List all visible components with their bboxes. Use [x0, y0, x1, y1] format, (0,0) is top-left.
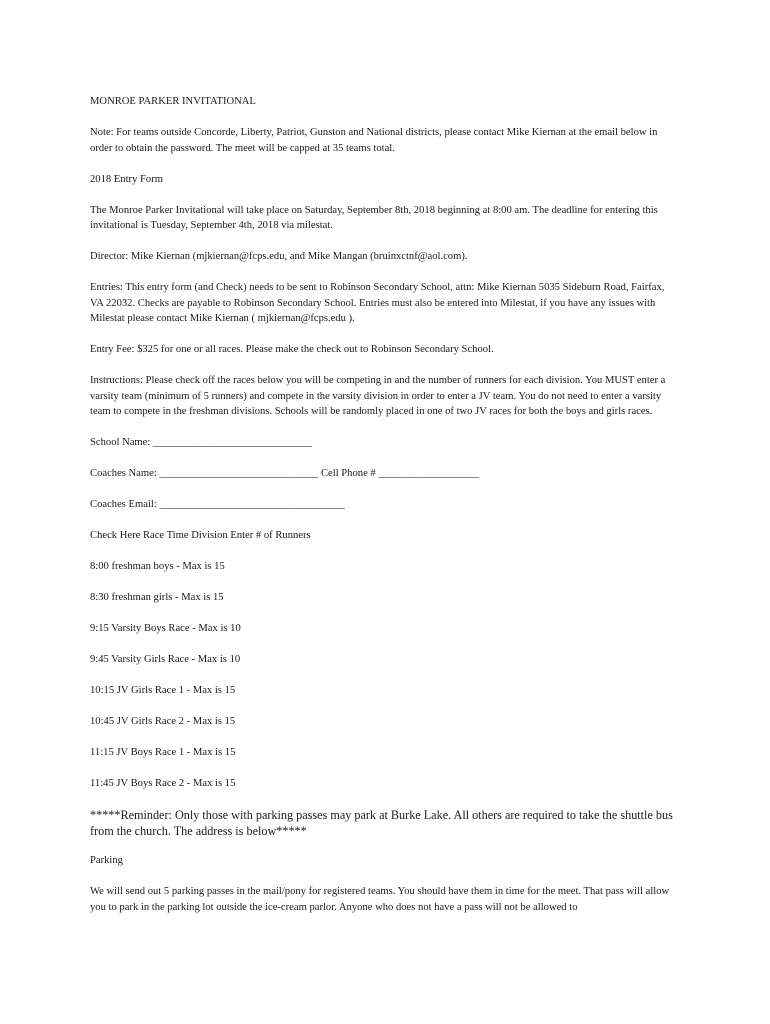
- race-item: 8:30 freshman girls - Max is 15: [90, 592, 224, 603]
- coaches-name-line: Coaches Name: ______________________________ Cell Phone # ___________________: [90, 468, 479, 479]
- parking-paragraph: We will send out 5 parking passes in the mail/pony for registered teams. You should have them in time for the meet. That pass will allow you to park in the parking lot outside the ice-cream parlor. Anyone who does not have a pass will not be allowed to: [90, 886, 670, 913]
- race-item: 11:45 JV Boys Race 2 - Max is 15: [90, 778, 236, 789]
- reminder-paragraph: *****Reminder: Only those with parking passes may park at Burke Lake. All others are required to take the shuttle bus from the church. The address is below*****: [90, 808, 673, 838]
- entry-fee-paragraph: Entry Fee: $325 for one or all races. Please make the check out to Robinson Secondary School.: [90, 344, 494, 355]
- instructions-paragraph: Instructions: Please check off the races below you will be competing in and the number of runners for each division. You MUST enter a varsity team (minimum of 5 runners) and compete in the varsity division in order to enter a JV team. You do not need to enter a varsity team to compete in the freshman divisions. Schools will be randomly placed in one of two JV races for both the boys and girls races.: [90, 375, 666, 417]
- race-item: 10:45 JV Girls Race 2 - Max is 15: [90, 716, 236, 727]
- race-item: 9:15 Varsity Boys Race - Max is 10: [90, 623, 241, 634]
- parking-heading: Parking: [90, 855, 123, 866]
- document-page: [90, 94, 680, 931]
- intro-paragraph: The Monroe Parker Invitational will take place on Saturday, September 8th, 2018 beginning at 8:00 am. The deadline for entering this invitational is Tuesday, September 4th, 2018 via milestat.: [90, 204, 658, 231]
- coaches-email-line: Coaches Email: ___________________________________: [90, 499, 345, 510]
- director-paragraph: Director: Mike Kiernan (mjkiernan@fcps.edu, and Mike Mangan (bruinxctnf@aol.com).: [90, 251, 468, 262]
- race-item: 11:15 JV Boys Race 1 - Max is 15: [90, 747, 236, 758]
- note-paragraph: Note: For teams outside Concorde, Liberty, Patriot, Gunston and National districts, please contact Mike Kiernan at the email below in order to obtain the password. The meet will be capped at 35 teams total.: [90, 127, 658, 154]
- race-item: 9:45 Varsity Girls Race - Max is 10: [90, 654, 241, 665]
- form-heading: 2018 Entry Form: [90, 173, 163, 185]
- race-item: 8:00 freshman boys - Max is 15: [90, 561, 225, 572]
- race-item: 10:15 JV Girls Race 1 - Max is 15: [90, 685, 236, 696]
- document-title: MONROE PARKER INVITATIONAL: [90, 96, 256, 107]
- race-table-header: Check Here Race Time Division Enter # of Runners: [90, 530, 311, 541]
- entries-paragraph: Entries: This entry form (and Check) needs to be sent to Robinson Secondary School, attn: Mike Kiernan 5035 Sideburn Road, Fairfax, VA 22032. Checks are payable to Robinson Secondary School. Entries must also be entered into Milestat, if you have any issues with Milestat please contact Mike Kiernan ( mjkiernan@fcps.edu ).: [90, 282, 665, 324]
- school-name-line: School Name: ______________________________: [90, 437, 312, 448]
